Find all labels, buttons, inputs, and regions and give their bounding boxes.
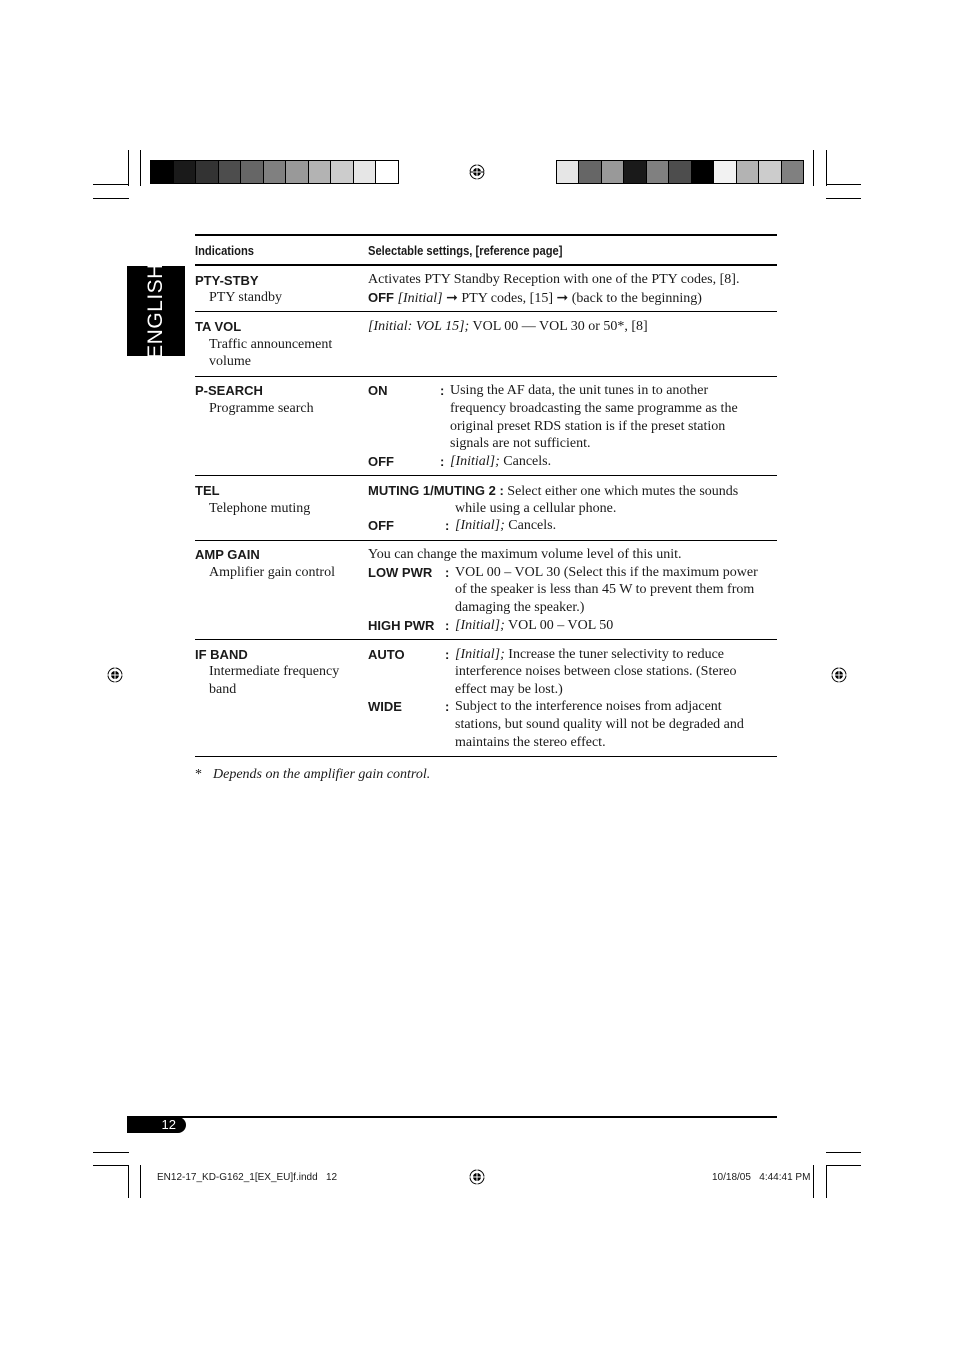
option-label: AUTO	[368, 647, 405, 662]
arrow-icon: ➞	[556, 291, 569, 306]
registration-mark-icon	[469, 164, 485, 180]
color-swatch	[309, 161, 332, 183]
table-top-rule	[195, 234, 777, 236]
option-text: maintains the stereo effect.	[455, 735, 606, 750]
crop-mark	[826, 198, 861, 199]
color-swatch	[219, 161, 242, 183]
page-number-tab	[127, 1117, 186, 1133]
row-desc: Intermediate frequency	[209, 664, 340, 679]
option-text: Select either one which mutes the sounds	[507, 484, 739, 499]
row-desc: band	[209, 682, 237, 697]
row-divider	[195, 376, 777, 377]
crop-mark	[813, 150, 814, 186]
initial-marker: [Initial];	[455, 647, 505, 662]
option-label: ON	[368, 383, 388, 398]
registration-mark-icon	[107, 667, 123, 683]
option-colon: :	[445, 647, 450, 662]
row-name: P-SEARCH	[195, 383, 263, 398]
option-text	[455, 646, 724, 664]
color-swatch	[557, 161, 579, 183]
option-label: OFF	[368, 454, 394, 469]
initial-marker: [Initial];	[455, 518, 505, 533]
row-text	[368, 289, 702, 308]
row-desc: Amplifier gain control	[209, 565, 335, 580]
color-swatch	[376, 161, 398, 183]
arrow-icon: ➞	[446, 291, 458, 306]
color-swatch	[782, 161, 803, 183]
color-swatch	[647, 161, 669, 183]
option-text: Cancels.	[503, 454, 552, 469]
option-colon: :	[440, 454, 445, 469]
option-text: while using a cellular phone.	[455, 501, 617, 516]
row-desc: Telephone muting	[209, 501, 311, 516]
row-divider	[195, 639, 777, 640]
file-info: EN12-17_KD-G162_1[EX_EU]f.indd 12	[157, 1172, 338, 1183]
language-tab-label: ENGLISH	[144, 263, 167, 359]
color-swatch	[737, 161, 759, 183]
option-label: HIGH PWR	[368, 618, 435, 633]
color-swatch	[624, 161, 646, 183]
row-desc: Traffic announcement	[209, 337, 333, 352]
option-text: of the speaker is less than 45 W to prevent them from	[455, 582, 755, 597]
color-swatch	[286, 161, 309, 183]
crop-mark	[93, 1152, 129, 1153]
option-text	[455, 517, 556, 535]
footer-rule	[127, 1116, 777, 1118]
crop-mark	[93, 1165, 129, 1166]
color-swatch	[151, 161, 174, 183]
registration-mark-icon	[469, 1169, 485, 1185]
row-divider	[195, 311, 777, 312]
option-label: WIDE	[368, 699, 402, 714]
color-swatch	[579, 161, 601, 183]
footnote-mark: *	[195, 767, 202, 782]
option-text: Using the AF data, the unit tunes in to another	[450, 383, 709, 398]
row-desc: Programme search	[209, 401, 314, 416]
table-bottom-rule	[195, 756, 777, 757]
option-label: OFF	[368, 290, 394, 305]
initial-marker: [Initial]	[397, 291, 443, 306]
crop-mark	[93, 198, 129, 199]
color-swatch	[241, 161, 264, 183]
crop-mark	[826, 1165, 827, 1198]
color-swatch	[331, 161, 354, 183]
color-swatch	[692, 161, 714, 183]
row-name: TEL	[195, 483, 220, 498]
row-name: PTY-STBY	[195, 273, 259, 288]
option-text: Cancels.	[508, 518, 557, 533]
option-text: Subject to the interference noises from adjacent	[455, 699, 722, 714]
color-swatch	[196, 161, 219, 183]
column-header-settings: Selectable settings, [reference page]	[368, 243, 563, 258]
crop-mark	[826, 184, 861, 185]
initial-marker: [Initial];	[455, 618, 505, 633]
initial-marker: [Initial];	[450, 454, 500, 469]
option-text: VOL 00 — VOL 30 or 50*, [8]	[472, 319, 648, 334]
option-label: OFF	[368, 518, 394, 533]
timestamp: 10/18/05 4:44:41 PM	[712, 1172, 811, 1183]
color-swatch	[354, 161, 377, 183]
page-number: 12	[161, 1117, 176, 1132]
option-colon: :	[440, 383, 445, 398]
crop-mark	[128, 1165, 129, 1198]
option-text	[455, 617, 613, 635]
option-text: interference noises between close stations. (Stereo	[455, 664, 737, 679]
row-name: IF BAND	[195, 647, 248, 662]
option-text: Increase the tuner selectivity to reduce	[508, 647, 725, 662]
option-text: frequency broadcasting the same programme as the	[450, 401, 738, 416]
option-text: original preset RDS station is if the preset station	[450, 419, 726, 434]
column-header-indications: Indications	[195, 243, 255, 258]
color-bar-right	[556, 160, 804, 184]
option-colon: :	[445, 618, 450, 633]
color-swatch	[264, 161, 287, 183]
color-swatch	[759, 161, 781, 183]
option-colon: :	[445, 699, 450, 714]
option-text: VOL 00 – VOL 30 (Select this if the maximum power	[455, 565, 758, 580]
crop-mark	[140, 150, 141, 186]
crop-mark	[826, 1152, 861, 1153]
row-divider	[195, 475, 777, 476]
option-colon: :	[445, 518, 450, 533]
option-text	[450, 453, 551, 471]
row-text	[368, 318, 648, 336]
color-swatch	[602, 161, 624, 183]
row-name: TA VOL	[195, 319, 242, 334]
row-text: You can change the maximum volume level of this unit.	[368, 547, 682, 562]
crop-mark	[128, 150, 129, 186]
crop-mark	[826, 150, 827, 186]
registration-mark-icon	[831, 667, 847, 683]
option-text: effect may be lost.)	[455, 682, 563, 697]
option-text: VOL 00 – VOL 50	[508, 618, 614, 633]
option-text: stations, but sound quality will not be degraded and	[455, 717, 744, 732]
option-text: signals are not sufficient.	[450, 436, 591, 451]
crop-mark	[826, 1165, 861, 1166]
row-name: AMP GAIN	[195, 547, 260, 562]
option-text: PTY codes, [15]	[461, 291, 553, 306]
color-swatch	[714, 161, 736, 183]
option-label: LOW PWR	[368, 565, 433, 580]
footnote: Depends on the amplifier gain control.	[213, 767, 431, 782]
row-text: Activates PTY Standby Reception with one of the PTY codes, [8].	[368, 272, 740, 287]
option-text: damaging the speaker.)	[455, 600, 585, 615]
option-text: (back to the beginning)	[571, 291, 702, 306]
color-bar-left	[150, 160, 399, 184]
language-tab	[127, 263, 185, 359]
row-desc: volume	[209, 354, 251, 369]
row-text	[368, 482, 738, 501]
crop-mark	[813, 1165, 814, 1198]
table-header-rule	[195, 264, 777, 266]
crop-mark	[93, 184, 129, 185]
option-label: MUTING 1/MUTING 2 :	[368, 483, 504, 498]
color-swatch	[174, 161, 197, 183]
initial-marker: [Initial: VOL 15];	[368, 319, 470, 334]
row-desc: PTY standby	[209, 290, 282, 305]
option-colon: :	[445, 565, 450, 580]
crop-mark	[140, 1165, 141, 1198]
color-swatch	[669, 161, 691, 183]
row-divider	[195, 540, 777, 541]
